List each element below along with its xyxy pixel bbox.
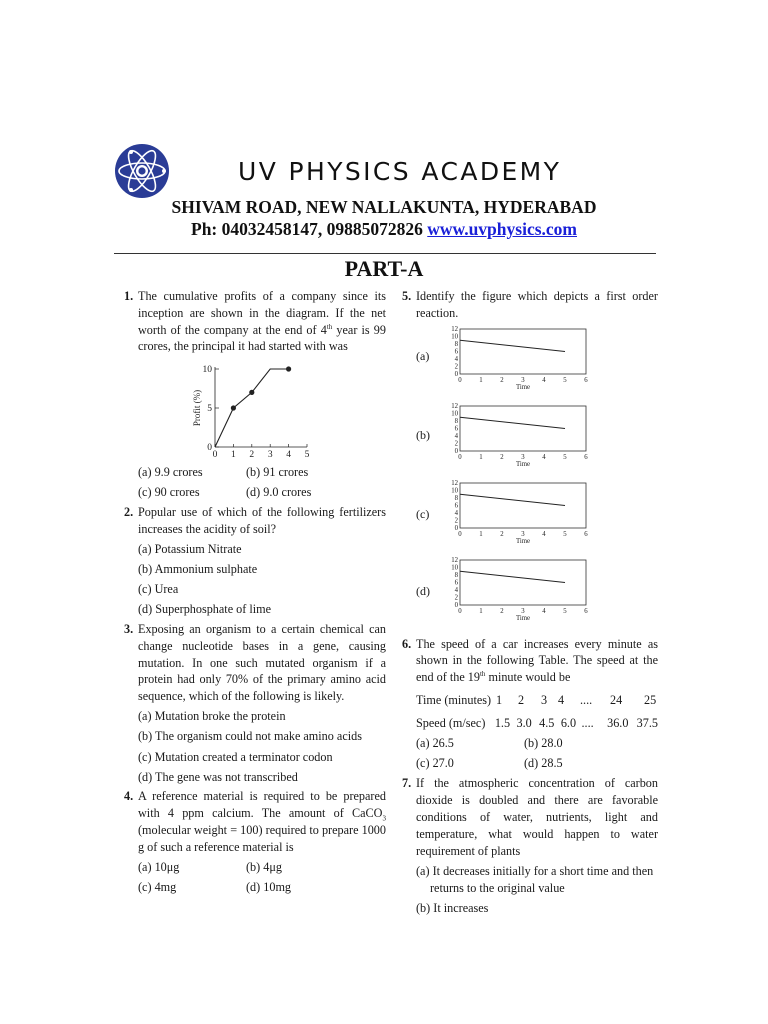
x-tick-label: 1	[479, 376, 483, 384]
option-b[interactable]: (b) 91 crores	[246, 465, 309, 480]
option-d[interactable]: (d) 9.0 crores	[246, 485, 312, 500]
table-cell: ....	[580, 692, 593, 707]
option-b[interactable]	[402, 402, 658, 479]
x-tick-label: 3	[521, 376, 525, 384]
left-column	[124, 288, 386, 898]
question-number: 4.	[124, 789, 134, 804]
time-chart-a	[444, 325, 600, 402]
option-label: (b)	[416, 427, 430, 442]
x-tick-label: 3	[267, 450, 273, 461]
y-tick-label: 8	[454, 571, 458, 579]
question-stem: A reference material is required to be prepared with 4 ppm calcium. The amount of CaCO$_3$ (molecular weight = 100) required to prepare 1000 g of such a reference material is	[138, 789, 386, 854]
x-tick-label: 4	[542, 607, 546, 615]
option-c[interactable]: (c) 90 crores	[138, 485, 200, 500]
option-a[interactable]: (a) 26.5	[416, 735, 454, 750]
option-c[interactable]: (c) 4mg	[138, 879, 177, 894]
option-b[interactable]: (b) The organism could not make amino acids	[138, 729, 362, 744]
option-label: (c)	[416, 506, 430, 521]
table-cell: 2	[518, 692, 525, 707]
x-tick-label: 6	[584, 376, 588, 384]
option-c[interactable]: (c) Urea	[138, 582, 179, 597]
profit-point	[249, 390, 254, 395]
x-tick-label: 3	[521, 530, 525, 538]
y-tick-label: 8	[454, 340, 458, 348]
x-tick-label: 3	[521, 607, 525, 615]
table-cell: 4.5	[539, 715, 555, 730]
option-d[interactable]: (d) 10mg	[246, 879, 292, 894]
options	[124, 859, 386, 896]
plot-frame	[460, 483, 586, 528]
x-tick-label: 0	[458, 607, 462, 615]
table-cell: 36.0	[607, 715, 629, 730]
x-tick-label: 5	[563, 453, 567, 461]
profit-point	[286, 367, 291, 372]
table-cell: 1.5	[494, 715, 511, 730]
academy-logo	[112, 142, 172, 200]
option-d[interactable]: (d) Superphosphate of lime	[138, 602, 272, 617]
y-tick-label: 2	[454, 594, 458, 602]
x-tick-label: 5	[304, 450, 310, 461]
table-cell: 6.0	[560, 715, 577, 730]
decay-line	[460, 340, 565, 351]
y-tick-label: 5	[207, 404, 212, 415]
option-c[interactable]	[402, 479, 658, 556]
x-axis-label: Time	[515, 614, 531, 622]
profit-point	[231, 406, 236, 411]
header-divider	[114, 253, 656, 254]
question-6	[402, 636, 658, 772]
x-tick-label: 5	[563, 607, 567, 615]
option-c[interactable]: (c) Mutation created a terminator codon	[138, 749, 333, 764]
option-b[interactable]: (b) Ammonium sulphate	[138, 562, 258, 577]
y-tick-label: 4	[454, 432, 458, 440]
option-d[interactable]: (d) The gene was not transcribed	[138, 769, 298, 784]
table-cell: ....	[581, 715, 594, 730]
x-tick-label: 4	[286, 450, 291, 461]
y-tick-label: 10	[451, 487, 458, 495]
y-tick-label: 10	[451, 564, 458, 572]
y-tick-label: 12	[451, 479, 458, 487]
y-axis-label: Profit (%)	[192, 390, 202, 427]
decay-line	[460, 571, 565, 582]
y-tick-label: 8	[454, 494, 458, 502]
question-stem: Identify the figure which depicts a first order reaction.	[416, 289, 658, 320]
x-tick-label: 6	[584, 453, 588, 461]
question-stem: If the atmospheric concentration of carbon dioxide is doubled and there are favorable conditions of water, nutrients, light and temperature, what would happen to water requirement of plants	[416, 776, 658, 858]
question-stem: Exposing an organism to a certain chemical can change nucleotide bases in a gene, causing mutation. In one such mutated organism if a protein had only 70% of the primary amino acid sequence, which of the following is likely.	[138, 622, 386, 704]
question-1	[124, 288, 386, 501]
option-a[interactable]: (a) Mutation broke the protein	[138, 709, 286, 724]
x-tick-label: 6	[584, 530, 588, 538]
profit-line	[215, 369, 289, 447]
x-tick-label: 1	[479, 530, 483, 538]
question-stem: The speed of a car increases every minute as shown in the following Table. The speed at the end of the 19th minute would be	[416, 636, 658, 685]
section-title: PART-A	[344, 256, 424, 281]
question-number: 7.	[402, 776, 412, 791]
table-cell: 4	[558, 692, 565, 707]
x-tick-label: 5	[563, 376, 567, 384]
table-cell: 3	[541, 692, 548, 707]
y-tick-label: 6	[454, 425, 458, 433]
question-number: 5.	[402, 289, 412, 303]
y-tick-label: 6	[454, 502, 458, 510]
question-4	[124, 788, 386, 895]
y-tick-label: 8	[454, 417, 458, 425]
time-row	[402, 692, 658, 709]
plot-frame	[460, 329, 586, 374]
y-tick-label: 0	[454, 601, 458, 609]
x-tick-label: 1	[231, 450, 236, 461]
x-tick-label: 0	[458, 530, 462, 538]
option-a[interactable]: (a) 10μg	[138, 859, 180, 874]
website-link[interactable]: www.uvphysics.com	[427, 219, 577, 239]
option-label: (a)	[416, 348, 430, 363]
x-tick-label: 0	[212, 450, 218, 461]
y-tick-label: 0	[454, 524, 458, 532]
y-tick-label: 2	[454, 363, 458, 371]
option-b[interactable]: (b) 4μg	[246, 859, 282, 874]
x-tick-label: 1	[479, 607, 483, 615]
option-b[interactable]: (b) 28.0	[524, 735, 563, 750]
option-a[interactable]	[402, 325, 658, 402]
time-chart-b	[444, 402, 600, 479]
question-number: 2.	[124, 505, 134, 520]
right-column	[402, 288, 658, 919]
x-axis-label: Time	[515, 460, 531, 468]
option-a[interactable]: (a) It decreases initially for a short time and then returns to the original value	[416, 863, 654, 895]
question-number: 3.	[124, 622, 134, 637]
table-cell: 37.5	[636, 715, 658, 730]
y-tick-label: 12	[451, 556, 458, 564]
table-cell: 3.0	[516, 715, 532, 730]
phone-numbers: Ph: 04032458147, 09885072826	[191, 219, 423, 239]
option-b[interactable]: (b) It increases	[416, 900, 489, 915]
time-chart-c	[444, 479, 600, 556]
x-tick-label: 2	[500, 453, 504, 461]
academy-name: UV PHYSICS ACADEMY	[238, 157, 562, 186]
x-tick-label: 4	[542, 376, 546, 384]
table-header: Speed (m/sec)	[416, 715, 486, 730]
table-cell: 1	[496, 692, 503, 707]
option-d[interactable]	[402, 556, 658, 633]
x-tick-label: 5	[563, 530, 567, 538]
x-tick-label: 4	[542, 530, 546, 538]
question-3	[124, 621, 386, 785]
x-tick-label: 6	[584, 607, 588, 615]
option-c[interactable]: (c) 27.0	[416, 755, 454, 770]
option-label: (d)	[416, 583, 430, 598]
y-tick-label: 0	[454, 447, 458, 455]
x-tick-label: 2	[249, 450, 255, 461]
y-tick-label: 6	[454, 579, 458, 587]
x-tick-label: 1	[479, 453, 483, 461]
question-5	[402, 288, 658, 633]
question-stem: The cumulative profits of a company since its inception are shown in the diagram. If the net worth of the company at the end of 4th year is 99 crores, the principal it had started with was	[138, 289, 386, 354]
y-tick-label: 12	[451, 325, 458, 333]
y-tick-label: 0	[454, 370, 458, 378]
x-tick-label: 3	[521, 453, 525, 461]
y-tick-label: 10	[451, 410, 458, 418]
profit-chart	[124, 361, 386, 461]
y-tick-label: 12	[451, 402, 458, 410]
y-tick-label: 6	[454, 348, 458, 356]
question-2	[124, 504, 386, 618]
y-tick-label: 4	[454, 586, 458, 594]
y-tick-label: 4	[454, 509, 458, 517]
x-tick-label: 0	[458, 453, 462, 461]
options	[124, 464, 386, 501]
x-axis-label: Time	[515, 383, 531, 391]
question-number: 1.	[124, 289, 134, 303]
x-axis-label: Time	[515, 537, 531, 545]
question-stem: Popular use of which of the following fertilizers increases the acidity of soil?	[138, 505, 386, 536]
question-7	[402, 775, 658, 916]
x-tick-label: 0	[458, 376, 462, 384]
x-tick-label: 2	[500, 530, 504, 538]
y-tick-label: 2	[454, 440, 458, 448]
x-tick-label: 4	[542, 453, 546, 461]
y-tick-label: 10	[202, 365, 212, 376]
speed-row	[402, 715, 658, 732]
time-chart-d	[444, 556, 600, 633]
contact-line	[0, 219, 768, 240]
plot-frame	[460, 406, 586, 451]
table-cell: 24	[610, 692, 623, 707]
option-a[interactable]: (a) 9.9 crores	[138, 465, 203, 480]
table-cell: 25	[644, 692, 657, 707]
plot-frame	[460, 560, 586, 605]
y-tick-label: 0	[207, 443, 212, 454]
options	[402, 735, 658, 772]
option-d[interactable]: (d) 28.5	[524, 755, 563, 770]
y-tick-label: 2	[454, 517, 458, 525]
option-a[interactable]: (a) Potassium Nitrate	[138, 541, 242, 556]
y-tick-label: 4	[454, 355, 458, 363]
y-tick-label: 10	[451, 333, 458, 341]
decay-line	[460, 494, 565, 505]
decay-line	[460, 417, 565, 428]
x-tick-label: 2	[500, 376, 504, 384]
x-tick-label: 2	[500, 607, 504, 615]
table-header: Time (minutes)	[416, 692, 492, 707]
question-number: 6.	[402, 636, 412, 651]
academy-address: SHIVAM ROAD, NEW NALLAKUNTA, HYDERABAD	[171, 197, 597, 217]
